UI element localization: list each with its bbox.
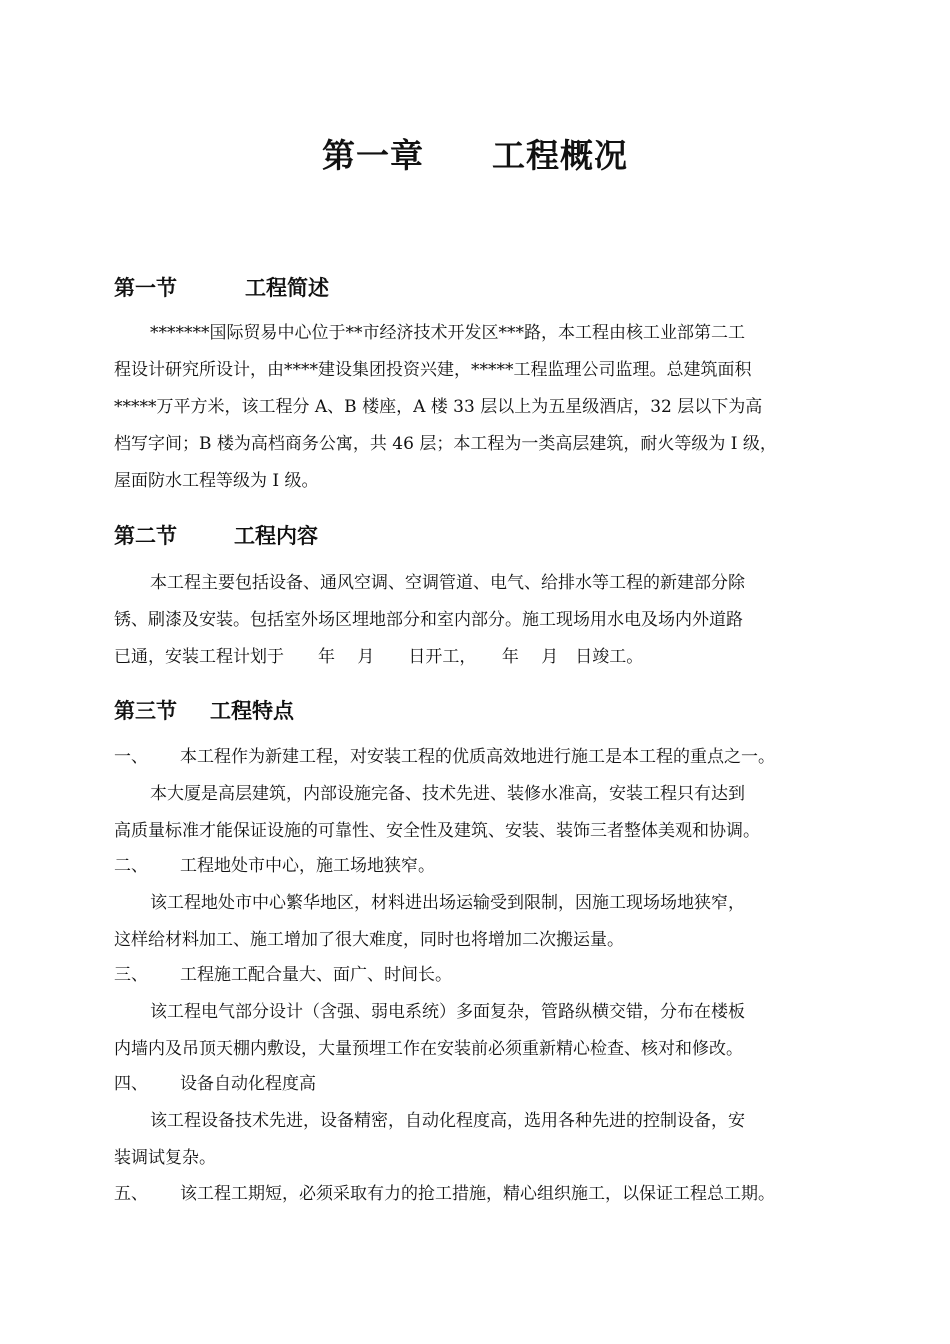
section-3-label: 第三节 [114,699,177,723]
feature-4-heading: 设备自动化程度高 [180,1074,316,1094]
feature-4-line-2: 装调试复杂。 [114,1148,216,1168]
section-2-title: 工程内容 [234,524,318,548]
feature-2-number: 二、 [114,856,148,876]
section-1-line-4: 档写字间；B 楼为高档商务公寓，共 46 层；本工程为一类高层建筑，耐火等级为 I 级， [114,434,777,454]
feature-2-heading: 工程地处市中心，施工场地狭窄。 [180,856,435,876]
feature-2-line-2: 这样给材料加工、施工增加了很大难度，同时也将增加二次搬运量。 [114,930,624,950]
feature-1-line-2: 高质量标准才能保证设施的可靠性、安全性及建筑、安装、装饰三者整体美观和协调。 [114,821,760,841]
section-2-line-3: 已通，安装工程计划于 年 月 日开工， 年 月 日竣工。 [114,647,644,667]
section-3-title: 工程特点 [210,699,294,723]
section-1-label: 第一节 [114,276,177,300]
feature-3-number: 三、 [114,965,148,985]
section-3-heading [114,695,294,725]
section-2-line-2: 锈、刷漆及安装。包括室外场区埋地部分和室内部分。施工现场用水电及场内外道路 [114,610,743,630]
feature-3-heading: 工程施工配合量大、面广、时间长。 [180,965,452,985]
section-1-line-1: *******国际贸易中心位于**市经济技术开发区***路，本工程由核工业部第二工 [150,323,745,343]
section-2-line-1: 本工程主要包括设备、通风空调、空调管道、电气、给排水等工程的新建部分除 [150,573,745,593]
feature-1-line-1: 本大厦是高层建筑，内部设施完备、技术先进、装修水准高，安装工程只有达到 [150,784,745,804]
section-1-line-3: *****万平方米，该工程分 A、B 楼座，A 楼 33 层以上为五星级酒店，32 层以下为高 [114,397,763,417]
section-1-line-2: 程设计研究所设计，由****建设集团投资兴建，*****工程监理公司监理。总建筑面积 [114,360,752,380]
section-2-heading [114,520,318,550]
feature-1-heading: 本工程作为新建工程，对安装工程的优质高效地进行施工是本工程的重点之一。 [180,747,775,767]
feature-5-number: 五、 [114,1184,148,1204]
feature-5-heading: 该工程工期短，必须采取有力的抢工措施，精心组织施工，以保证工程总工期。 [180,1184,775,1204]
section-1-title: 工程简述 [245,276,329,300]
feature-2-line-1: 该工程地处市中心繁华地区，材料进出场运输受到限制，因施工现场场地狭窄， [150,893,745,913]
section-1-heading [114,272,329,302]
feature-1-number: 一、 [114,747,148,767]
feature-4-number: 四、 [114,1074,148,1094]
section-1-line-5: 屋面防水工程等级为 I 级。 [114,471,319,491]
feature-3-line-2: 内墙内及吊顶天棚内敷设，大量预埋工作在安装前必须重新精心检查、核对和修改。 [114,1039,743,1059]
feature-3-line-1: 该工程电气部分设计（含强、弱电系统）多面复杂，管路纵横交错，分布在楼板 [150,1002,745,1022]
section-2-label: 第二节 [114,524,177,548]
feature-4-line-1: 该工程设备技术先进，设备精密，自动化程度高，选用各种先进的控制设备，安 [150,1111,745,1131]
chapter-title: 第一章 工程概况 [322,136,628,175]
